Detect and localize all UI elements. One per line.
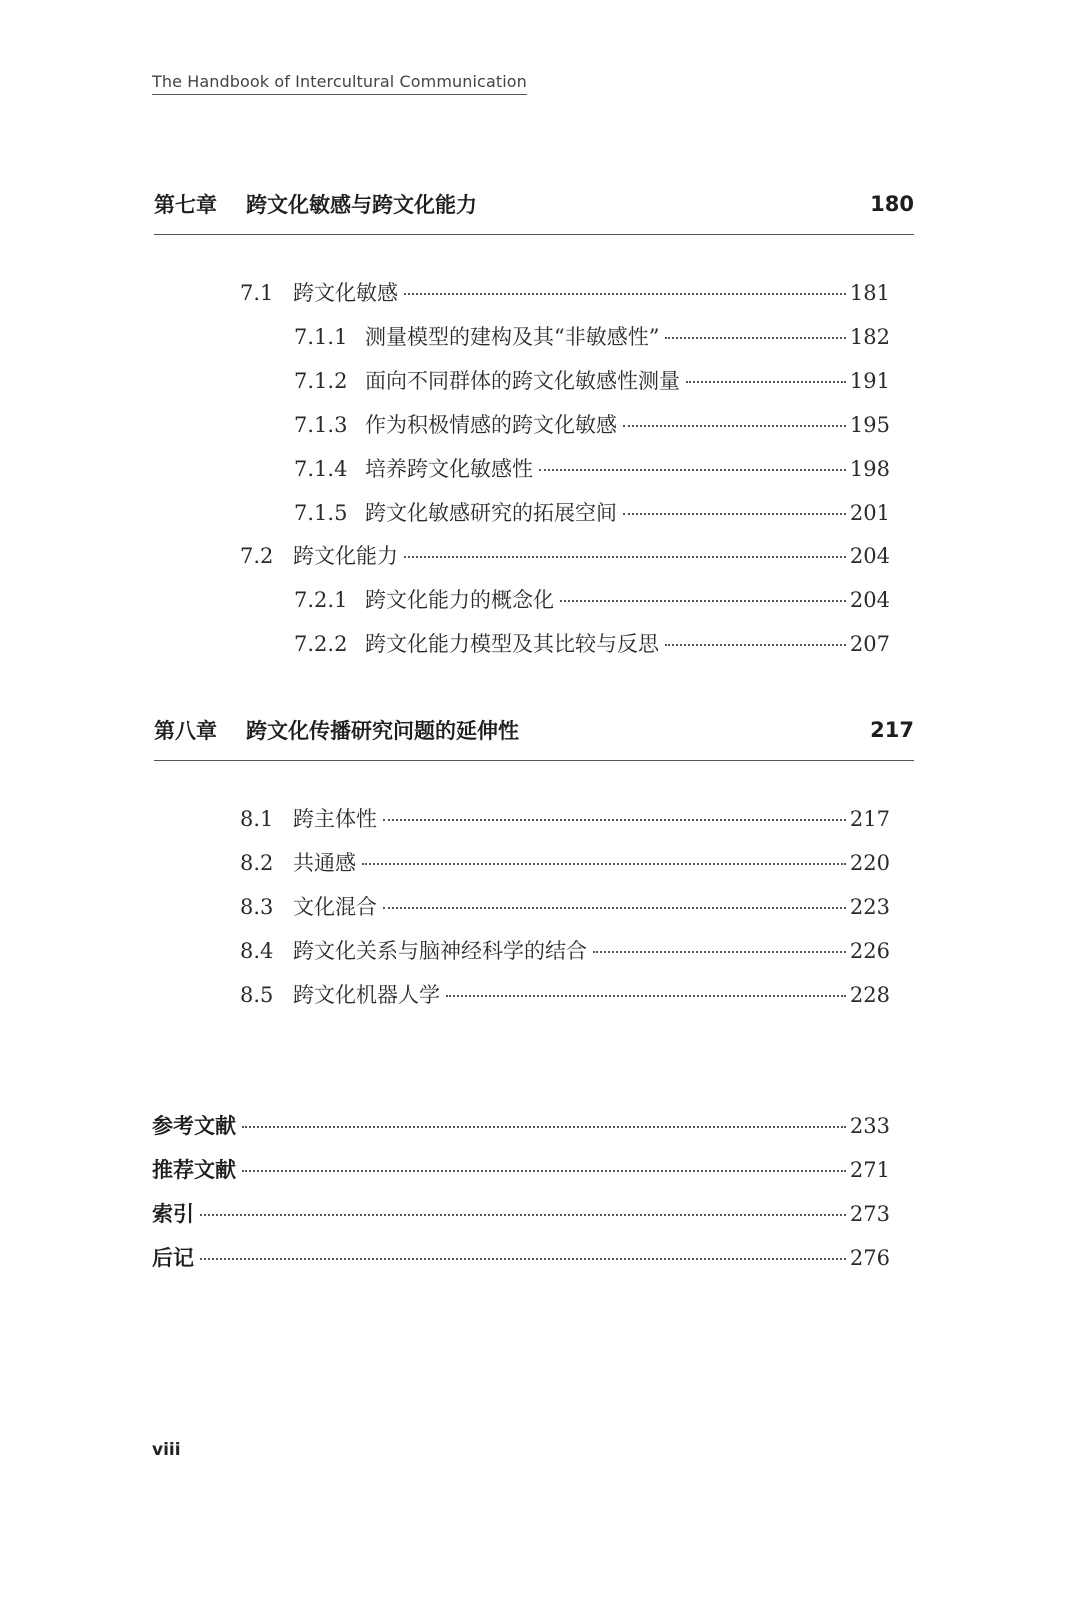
page-number: 195 [849,413,890,437]
chapter-heading[interactable] [154,714,914,761]
chapter-number: 第七章 [154,193,217,217]
toc-entry[interactable] [240,979,890,1009]
section-number: 8.2 [240,851,274,875]
dot-leader [623,513,846,515]
section-title: 面向不同群体的跨文化敏感性测量 [365,369,680,393]
toc-entry[interactable] [294,584,890,614]
dot-leader [383,907,846,909]
toc-entry[interactable] [294,409,890,439]
page-number: 198 [849,457,890,481]
back-matter-title: 后记 [152,1246,194,1270]
page-number: 228 [849,983,890,1007]
section-number: 7.1.4 [294,457,348,481]
section-title: 跨文化能力的概念化 [365,588,554,612]
running-header: The Handbook of Intercultural Communication [152,72,527,95]
dot-leader [242,1170,846,1172]
section-number: 7.1.3 [294,413,348,437]
page-number: 233 [849,1114,890,1138]
section-number: 7.1.2 [294,369,348,393]
section-title: 文化混合 [293,895,377,919]
toc-entry[interactable] [152,1198,890,1228]
back-matter-title: 索引 [152,1202,194,1226]
chapter-page: 180 [870,192,914,216]
page-number: 204 [849,588,890,612]
toc-entry[interactable] [240,277,890,307]
section-number: 7.1.5 [294,501,348,525]
dot-leader [446,995,846,997]
section-title: 作为积极情感的跨文化敏感 [365,413,617,437]
dot-leader [383,819,846,821]
section-title: 跨文化机器人学 [293,983,440,1007]
section-title: 跨主体性 [293,807,377,831]
dot-leader [404,556,846,558]
section-title: 跨文化敏感 [293,281,398,305]
page-number: 223 [849,895,890,919]
toc-entry[interactable] [152,1154,890,1184]
toc-entry[interactable] [240,935,890,965]
dot-leader [200,1258,846,1260]
page-number: 207 [849,632,890,656]
chapter-title: 跨文化传播研究问题的延伸性 [246,719,519,743]
back-matter-title: 参考文献 [152,1114,236,1138]
page-number: 226 [849,939,890,963]
dot-leader [665,337,845,339]
dot-leader [200,1214,846,1216]
section-title: 测量模型的建构及其“非敏感性” [365,325,660,349]
section-number: 8.3 [240,895,274,919]
dot-leader [593,951,846,953]
folio-page-number: viii [152,1440,181,1460]
chapter-page: 217 [870,718,914,742]
toc-entry[interactable] [240,803,890,833]
page-number: 217 [849,807,890,831]
chapter-rule [154,760,914,761]
section-number: 7.2 [240,544,274,568]
section-number: 7.2.2 [294,632,348,656]
dot-leader [242,1126,846,1128]
toc-entry[interactable] [240,891,890,921]
section-title: 跨文化能力模型及其比较与反思 [365,632,659,656]
chapter-heading[interactable] [154,188,914,235]
dot-leader [560,600,846,602]
chapter-title: 跨文化敏感与跨文化能力 [246,193,477,217]
page-number: 201 [849,501,890,525]
toc-entry[interactable] [240,847,890,877]
page-number: 271 [849,1158,890,1182]
toc-entry[interactable] [152,1242,890,1272]
dot-leader [686,381,846,383]
section-number: 7.1.1 [294,325,348,349]
page-number: 273 [849,1202,890,1226]
toc-entry[interactable] [294,453,890,483]
chapter-rule [154,234,914,235]
page-number: 191 [849,369,890,393]
dot-leader [665,644,846,646]
back-matter-title: 推荐文献 [152,1158,236,1182]
section-title: 跨文化关系与脑神经科学的结合 [293,939,587,963]
dot-leader [623,425,846,427]
toc-entry[interactable] [294,628,890,658]
section-number: 8.5 [240,983,274,1007]
chapter-number: 第八章 [154,719,217,743]
toc-entry[interactable] [152,1110,890,1140]
dot-leader [404,293,846,295]
page-number: 220 [849,851,890,875]
toc-entry[interactable] [294,365,890,395]
section-title: 共通感 [293,851,356,875]
toc-entry[interactable] [294,497,890,527]
page-number: 204 [849,544,890,568]
dot-leader [539,469,846,471]
section-number: 8.4 [240,939,274,963]
dot-leader [362,863,846,865]
section-number: 7.2.1 [294,588,348,612]
section-number: 7.1 [240,281,274,305]
toc-entry[interactable] [240,540,890,570]
page-number: 276 [849,1246,890,1270]
page-number: 181 [849,281,890,305]
page-number: 182 [849,325,890,349]
toc-entry[interactable] [294,321,890,351]
section-title: 跨文化敏感研究的拓展空间 [365,501,617,525]
section-number: 8.1 [240,807,274,831]
section-title: 跨文化能力 [293,544,398,568]
section-title: 培养跨文化敏感性 [365,457,533,481]
